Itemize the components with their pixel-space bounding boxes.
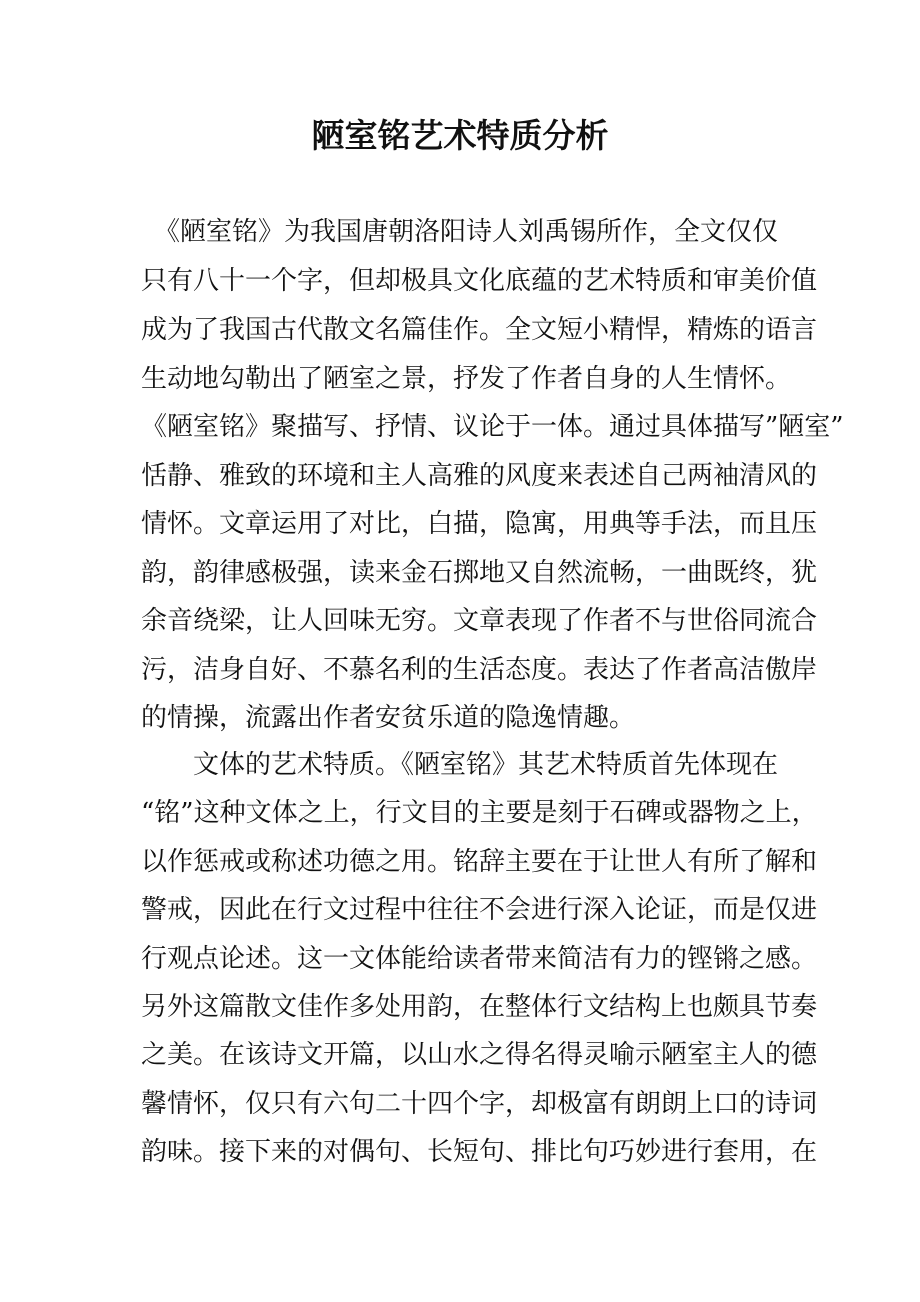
text-line: 恬静、雅致的环境和主人高雅的风度来表述自己两袖清风的 bbox=[141, 461, 818, 491]
text-line: 另外这篇散文佳作多处用韵，在整体行文结构上也颇具节奏 bbox=[141, 992, 818, 1022]
text-line: 成为了我国古代散文名篇佳作。全文短小精悍，精炼的语言 bbox=[141, 315, 818, 345]
text-line: 行观点论述。这一文体能给读者带来简洁有力的铿锵之感。 bbox=[141, 944, 818, 974]
text-line: 以作惩戒或称述功德之用。铭辞主要在于让世人有所了解和 bbox=[141, 847, 818, 877]
text-line: 文体的艺术特质。《陋室铭》其艺术特质首先体现在 bbox=[141, 750, 779, 780]
text-line: 《陋室铭》聚描写、抒情、议论于一体。通过具体描写”陋室” bbox=[141, 412, 844, 442]
text-line: “铭”这种文体之上，行文目的主要是刻于石碑或器物之上， bbox=[141, 798, 818, 828]
text-line: 警戒，因此在行文过程中往往不会进行深入论证，而是仅进 bbox=[141, 895, 818, 925]
text-line: 馨情怀，仅只有六句二十四个字，却极富有朗朗上口的诗词 bbox=[141, 1089, 818, 1119]
text-line: 韵，韵律感极强，读来金石掷地又自然流畅，一曲既终，犹 bbox=[141, 558, 818, 588]
text-line: 生动地勾勒出了陋室之景，抒发了作者自身的人生情怀。 bbox=[141, 364, 792, 394]
text-line: 污，洁身自好、不慕名利的生活态度。表达了作者高洁傲岸 bbox=[141, 655, 818, 685]
text-line: 《陋室铭》为我国唐朝洛阳诗人刘禹锡所作，全文仅仅 bbox=[141, 217, 779, 247]
text-line: 余音绕梁，让人回味无穷。文章表现了作者不与世俗同流合 bbox=[141, 606, 818, 636]
text-line: 情怀。文章运用了对比，白描，隐寓，用典等手法，而且压 bbox=[141, 509, 818, 539]
text-line: 的情操，流露出作者安贫乐道的隐逸情趣。 bbox=[141, 703, 636, 733]
text-line: 只有八十一个字，但却极具文化底蕴的艺术特质和审美价值 bbox=[141, 266, 818, 296]
document-title: 陋室铭艺术特质分析 bbox=[311, 116, 609, 155]
text-line: 韵味。接下来的对偶句、长短句、排比句巧妙进行套用，在 bbox=[141, 1137, 818, 1167]
text-line: 之美。在该诗文开篇，以山水之得名得灵喻示陋室主人的德 bbox=[141, 1040, 818, 1070]
